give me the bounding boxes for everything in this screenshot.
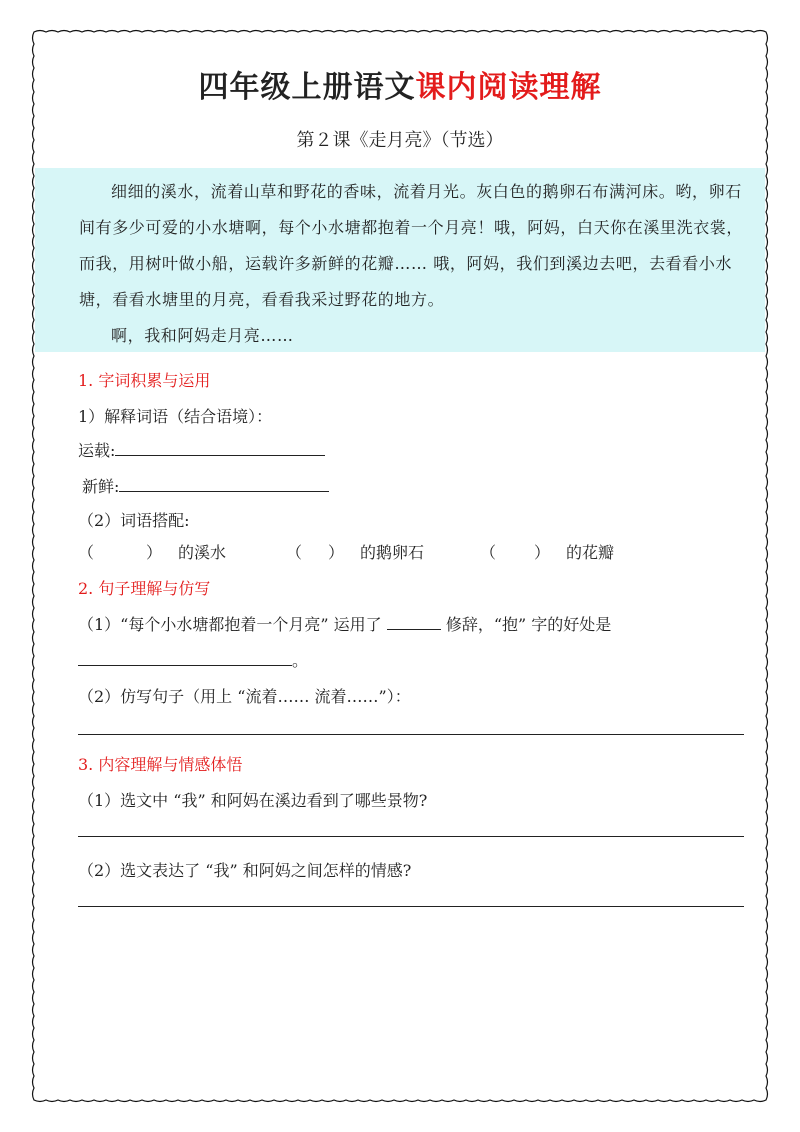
section-2-heading: 2. 句子理解与仿写 [78, 579, 211, 598]
section-3-question-1: （1）选文中 “我” 和阿妈在溪边看到了哪些景物? [78, 791, 428, 810]
reading-passage [35, 168, 765, 352]
lesson-subtitle: 第２课《走月亮》（节选） [296, 130, 504, 151]
section-1-question-1: 1）解释词语（结合语境）： [78, 407, 273, 426]
word-xinxian-answer-blank[interactable] [119, 490, 329, 492]
pair-2-close-paren: ） [328, 543, 345, 562]
pair-2-open-paren: （ [286, 543, 303, 562]
section-3-heading: 3. 内容理解与情感体悟 [78, 755, 243, 774]
bao-benefit-answer-blank[interactable] [78, 664, 292, 666]
pair-3-text: 的花瓣 [566, 543, 615, 562]
pair-1-answer-slot[interactable] [122, 540, 148, 560]
section-2-question-1 [78, 612, 611, 635]
word-yunzai-answer-blank[interactable] [115, 454, 325, 456]
passage-paragraph-2: 啊，我和阿妈走月亮…… [111, 326, 294, 345]
section-1-question-2: （2）词语搭配: [78, 511, 190, 530]
rhetoric-answer-blank[interactable] [387, 628, 441, 630]
word-xinxian-label: 新鲜: [82, 477, 120, 496]
word-yunzai-row [78, 438, 325, 461]
pair-3-close-paren: ） [534, 543, 551, 562]
section-1-heading: 1. 字词积累与运用 [78, 371, 211, 390]
section-3-question-2: （2）选文表达了 “我” 和阿妈之间怎样的情感? [78, 861, 412, 880]
emotion-answer-line[interactable] [78, 906, 744, 907]
s2-q1-text-part-1: （1）“每个小水塘都抱着一个月亮” 运用了 [78, 615, 382, 634]
title-red-part: 课内阅读理解 [415, 70, 602, 105]
worksheet-title [0, 62, 800, 106]
pair-2-text: 的鹅卵石 [360, 543, 425, 562]
pair-3-open-paren: （ [480, 543, 497, 562]
word-yunzai-label: 运载: [78, 441, 116, 460]
pair-3-answer-slot[interactable] [506, 540, 536, 560]
s2-q1-end-mark: 。 [292, 651, 309, 670]
title-black-part: 四年级上册语文 [198, 70, 416, 105]
pair-1-text: 的溪水 [178, 543, 227, 562]
pair-2-answer-slot[interactable] [310, 540, 330, 560]
passage-paragraph-1: 细细的溪水，流着山草和野花的香味，流着月光。灰白色的鹅卵石布满河床。哟，卵石间有多少可爱的小水塘啊，每个小水塘都抱着一个月亮！哦，阿妈，白天你在溪里洗衣裳，而我，用树叶做小船，运载许多新鲜的花瓣…… 哦，阿妈，我们到溪边去吧，去看看小水塘，看看水塘里的月亮，看看我采过野花的地方。 [79, 182, 744, 309]
imitation-answer-line[interactable] [78, 734, 744, 735]
pair-1-close-paren: ） [146, 543, 163, 562]
pair-1-open-paren: （ [78, 543, 95, 562]
scenery-answer-line[interactable] [78, 836, 744, 837]
word-xinxian-row [82, 474, 329, 497]
section-2-question-2: （2）仿写句子（用上 “流着…… 流着……”）： [78, 687, 411, 706]
s2-q1-text-part-2: 修辞，“抱” 字的好处是 [445, 615, 612, 634]
section-2-question-1-answer-line [78, 648, 308, 671]
